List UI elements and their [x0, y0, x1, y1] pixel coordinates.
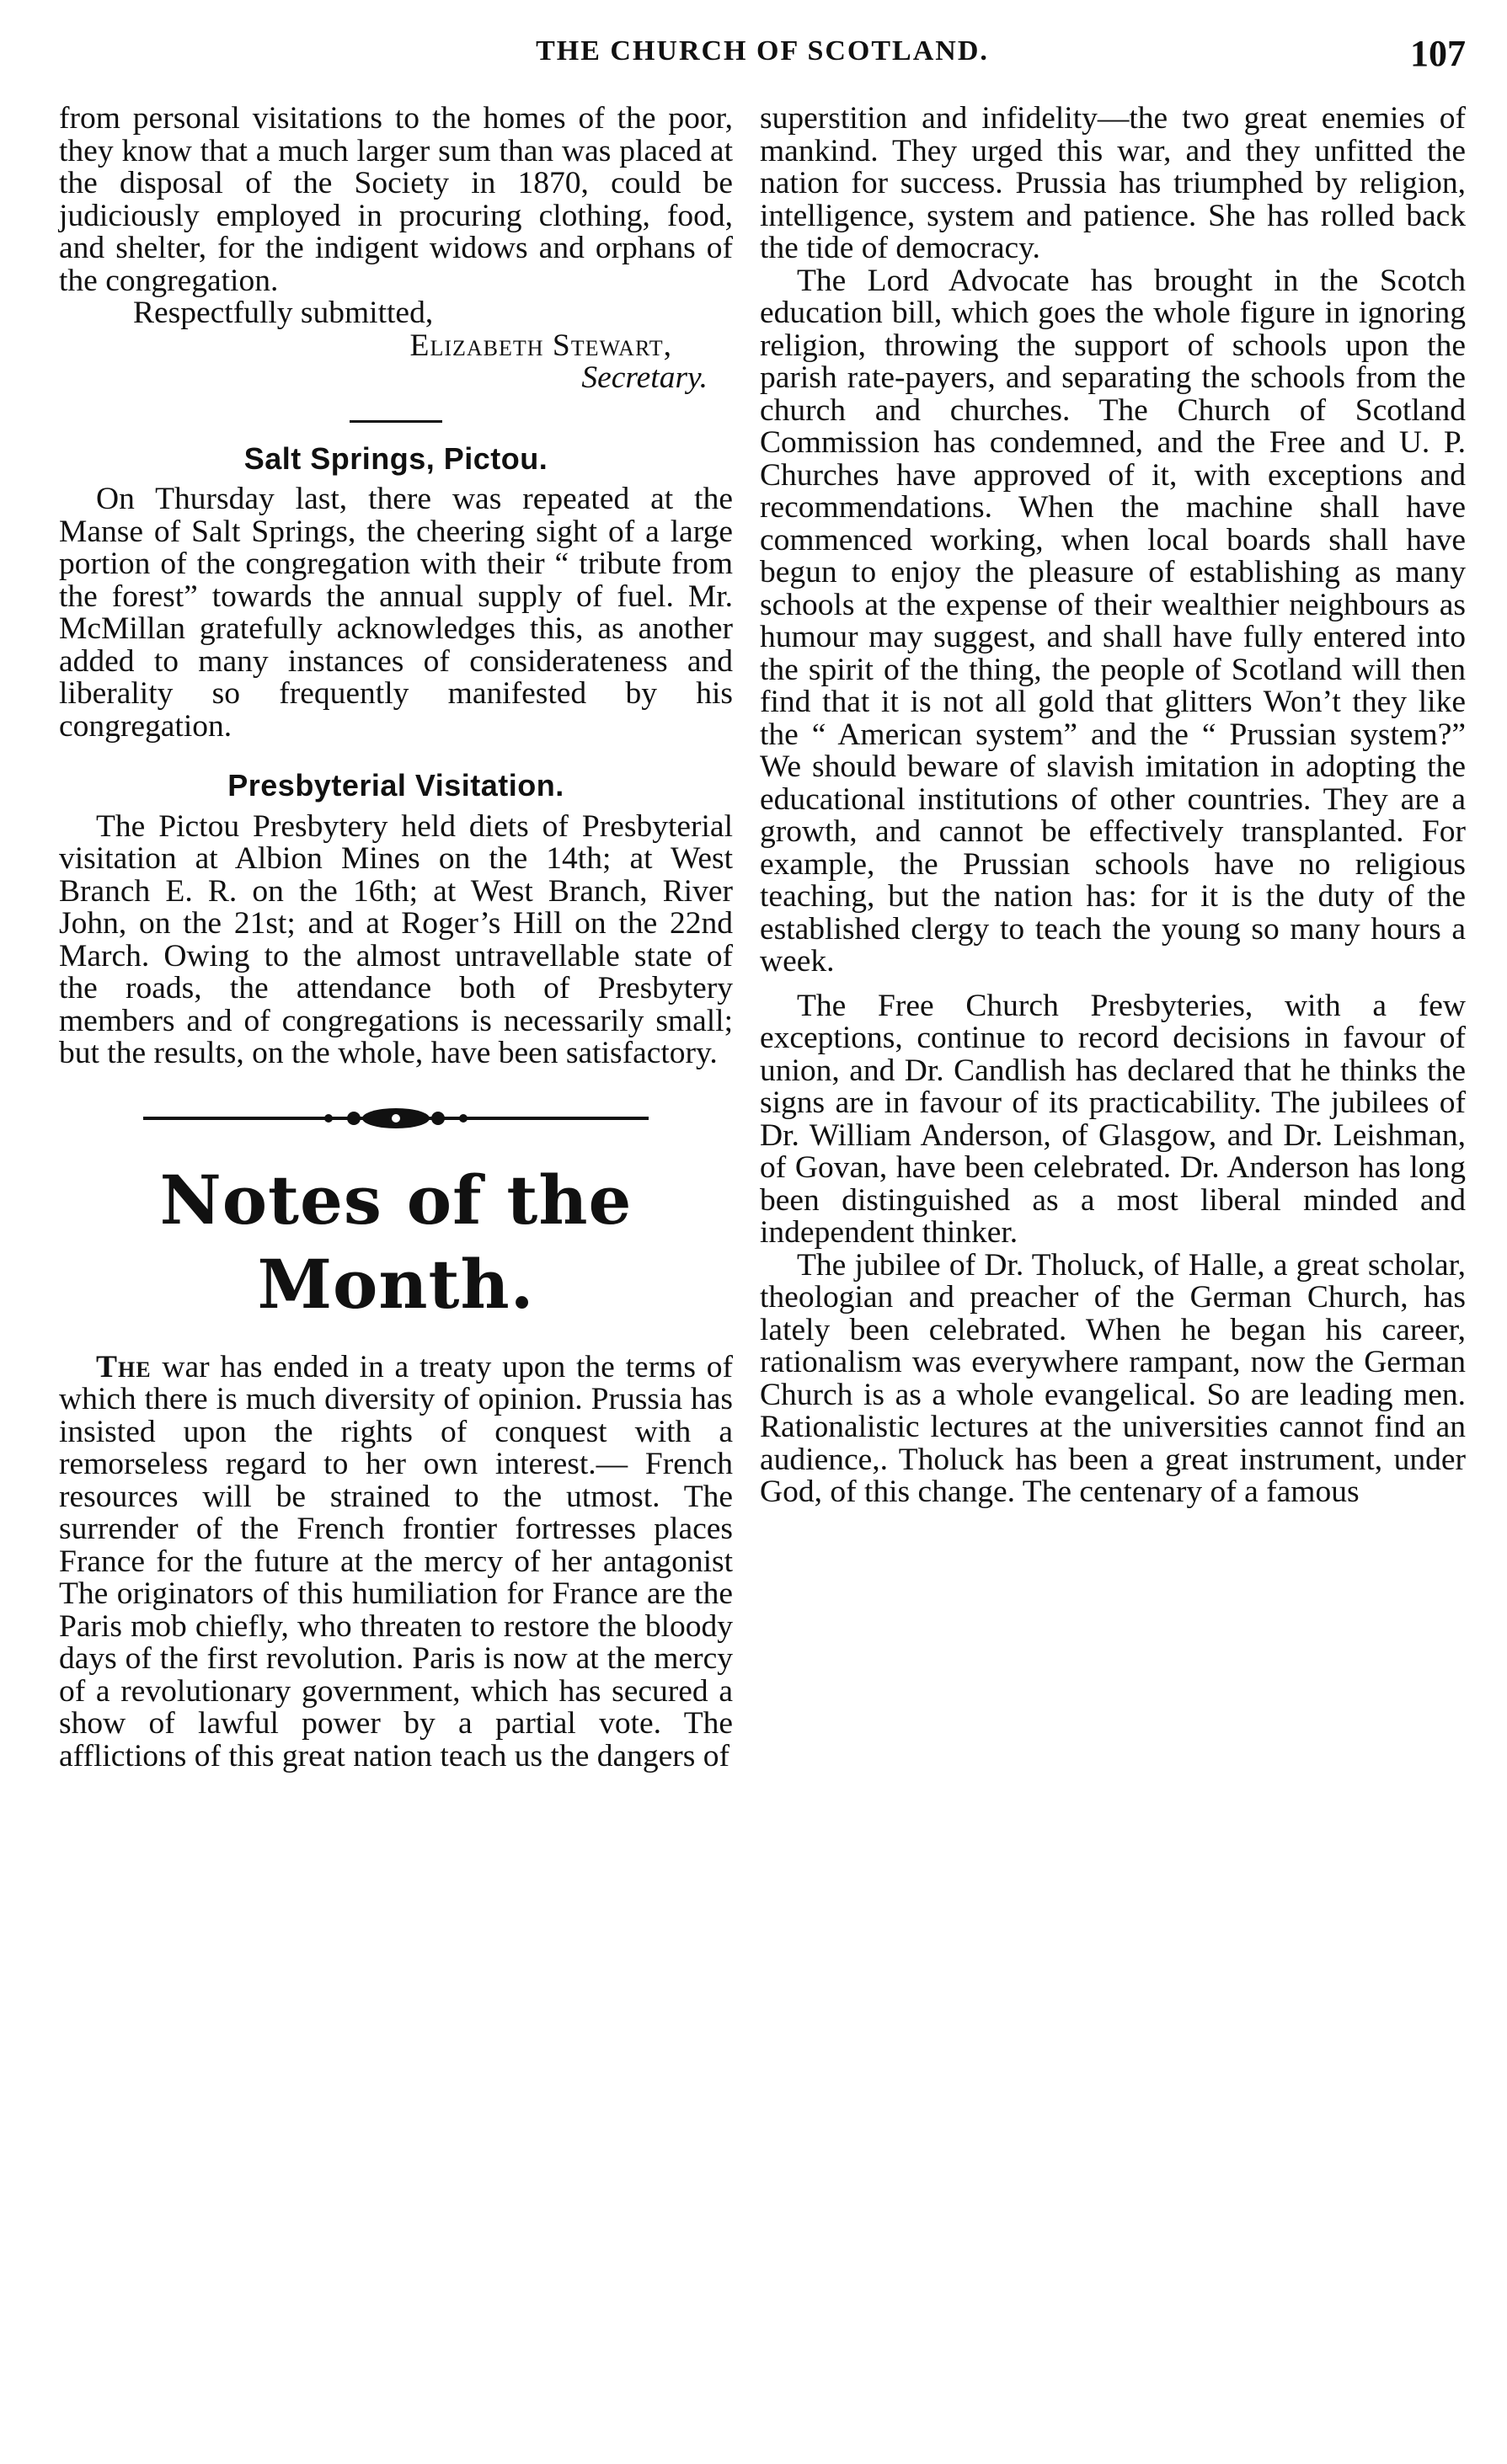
left-column	[59, 103, 733, 1773]
spacer	[59, 743, 733, 765]
ornamental-rule-icon	[126, 1104, 665, 1133]
paragraph-salt-springs: On Thursday last, there was repeated at the Manse of Salt Springs, the cheering sight of a large portion of the congregation with their “ tribute from the forest” towards the annual supply of fuel. Mr. McMillan gratefully acknowledges this, as another added to many instances of considerateness and liberality so frequently manifested by his congregation.	[59, 482, 733, 744]
signoff-line: Respectfully submitted,	[133, 296, 434, 330]
right-column	[760, 103, 1466, 1509]
running-title: THE CHURCH OF SCOTLAND.	[536, 35, 989, 67]
heading-salt-springs: Salt Springs, Pictou.	[243, 440, 548, 476]
signature-name: Elizabeth Stewart,	[409, 328, 672, 363]
paragraph-free-church: The Free Church Presbyteries, with a few exceptions, continue to record decisions in favour of union, and Dr. Candlish has declared that he thinks the signs are in favour of its practicability. The jubilees of Dr. William Anderson, of Glasgow, and Dr. Leishman, of Govan, have been celebrated. Dr. Anderson has long been distinguished as a most liberal minded and independent thinker.	[760, 988, 1466, 1250]
paragraph-presbyterial-visitation: The Pictou Presbytery held diets of Presbyterial visitation at Albion Mines on the 14th; at West Branch E. R. on the 16th; at West Branch, River John, on the 21st; and at Roger’s Hill on the 22nd March. Owing to the almost untravellable state of the roads, the attendance both of Presbytery members and of congregations is necessarily small; but the results, on the whole, have been satisfactory.	[59, 808, 733, 1070]
heading-notes-of-the-month: Notes of the Month.	[159, 1160, 633, 1324]
paragraph-notes-war	[59, 1349, 733, 1773]
paragraph-tholuck: The jubilee of Dr. Tholuck, of Halle, a great scholar, theologian and preacher of the German Church, has lately been celebrated. When he began his career, rationalism was everywhere rampant, now the German Church is as a whole evangelical. So are leading men. Rationalistic lectures at the universities cannot find an audience,. Tholuck has been a great instrument, under God, of this change. The centenary of a famous	[760, 1247, 1466, 1509]
page-header	[59, 35, 1466, 86]
paragraph-superstition: superstition and infidelity—the two great enemies of mankind. They urged this war, and they unfitted the nation for success. Prussia has triumphed by religion, intelligence, system and patience. She has rolled back the tide of democracy.	[760, 101, 1466, 265]
page-number: 107	[1410, 33, 1466, 74]
first-word: The	[96, 1349, 152, 1384]
section-divider	[350, 420, 442, 423]
paragraph-report-end: from personal visitations to the homes of the poor, they know that a much larger sum than was placed at the disposal of the Society in 1870, could be judiciously employed in procuring clothing, food, and shelter, for the indigent widows and orphans of the congregation.	[59, 101, 733, 298]
paragraph-notes-war-text: war has ended in a treaty upon the terms of which there is much diversity of opinion. Prussia has insisted upon the rights of conquest with a remorseless regard to her own interest.— French resources will be strained to the utmost. The surrender of the French frontier fortresses places France for the future at the mercy of her antagonist The originators of this humiliation for France are the Paris mob chiefly, who threaten to restore the bloody days of the first revolution. Paris is now at the mercy of a revolutionary government, which has secured a show of lawful power by a partial vote. The afflictions of this great nation teach us the dangers of	[59, 1349, 733, 1773]
heading-presbyterial-visitation: Presbyterial Visitation.	[227, 768, 564, 803]
paragraph-education-bill: The Lord Advocate has brought in the Scotch education bill, which goes the whole figure in ignoring religion, throwing the support of schools upon the parish rate-payers, and separating the schools from the church and churches. The Church of Scotland Commission has condemned, and the Free and U. P. Churches have approved of it, with exceptions and recommendations. When the machine shall have commenced working, when local boards shall have begun to enjoy the pleasure of establishing as many schools at the expense of their wealthier neighbours as humour may suggest, and shall have fully entered into the spirit of the thing, the people of Scotland will then find that it is not all gold that glitters Won’t they like the “ American system” and the “ Prussian system?” We should beware of slavish imitation in adopting the educational institutions of other countries. They are a growth, and cannot be effectively transplanted. For example, the Prussian schools have no religious teaching, but the nation has: for it is the duty of the established clergy to teach the young so many hours a week.	[760, 263, 1466, 979]
signature-role: Secretary.	[581, 360, 708, 395]
